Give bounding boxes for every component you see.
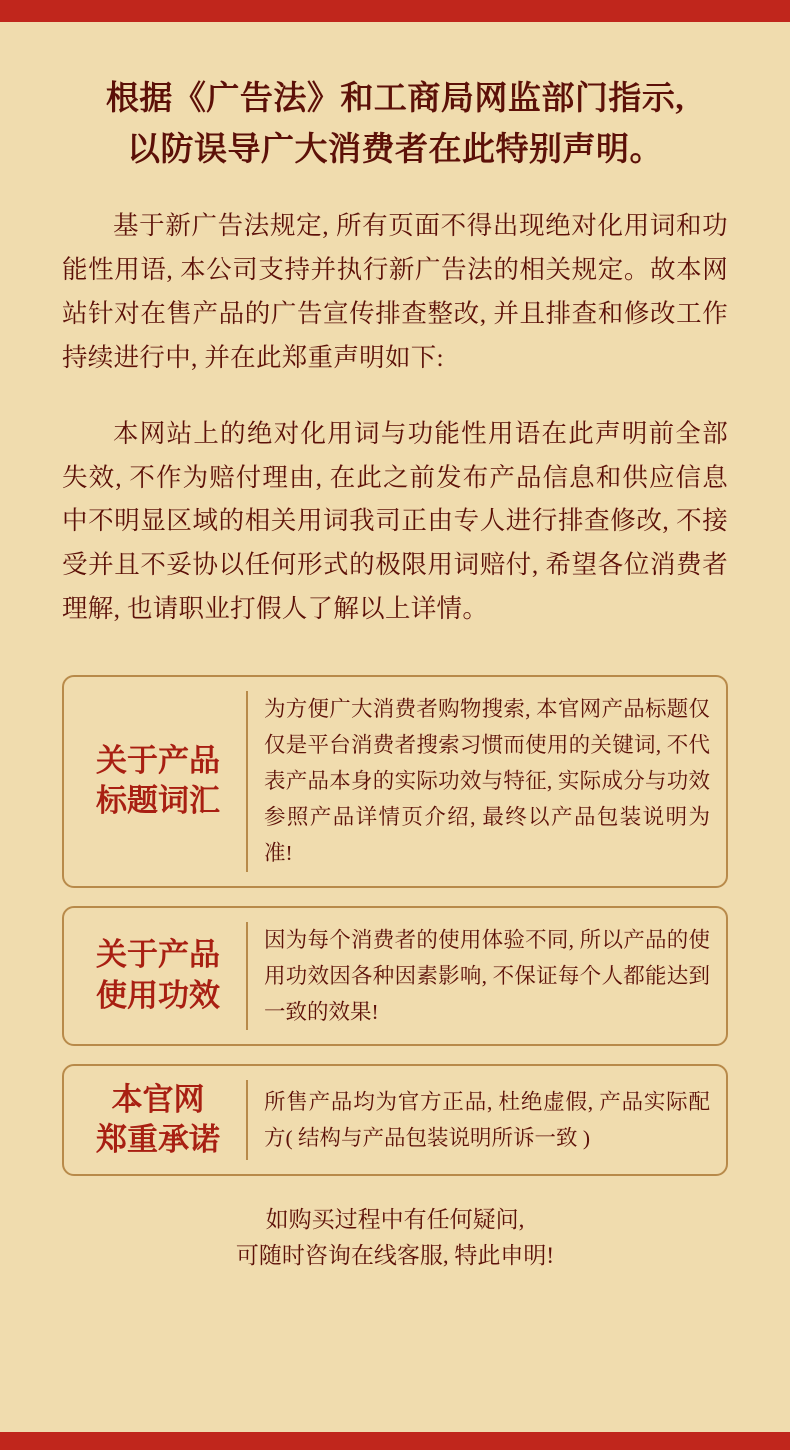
footer-line-2: 可随时咨询在线客服, 特此申明!	[235, 1243, 555, 1269]
bottom-accent-bar	[0, 1432, 790, 1450]
card-title-line-2: 使用功效	[96, 977, 220, 1013]
card-title-line-2: 郑重承诺	[96, 1122, 220, 1158]
page-title-line-1: 根据《广告法》和工商局网监部门指示,	[105, 81, 685, 117]
page-title-line-2: 以防误导广大消费者在此特别声明。	[127, 132, 663, 169]
card-title	[80, 691, 248, 872]
card-body: 因为每个消费者的使用体验不同, 所以产品的使用功效因各种因素影响, 不保证每个人都能达到一致的效果!	[264, 927, 710, 1024]
statement-card	[62, 906, 728, 1046]
card-title-line-1: 本官网	[111, 1081, 205, 1117]
card-title-line-1: 关于产品	[96, 937, 220, 973]
footer-note	[62, 1202, 728, 1291]
card-body: 所售产品均为官方正品, 杜绝虚假, 产品实际配方( 结构与产品包装说明所诉一致 )	[264, 1090, 710, 1151]
card-title-line-2: 标题词汇	[96, 783, 220, 819]
card-body: 为方便广大消费者购物搜索, 本官网产品标题仅仅是平台消费者搜索习惯而使用的关键词, 不代表产品本身的实际功效与特征, 实际成分与功效参照产品详情页介绍, 最终以产品包装说明为准!	[264, 697, 710, 866]
statement-card-list	[62, 675, 728, 1176]
card-title	[80, 1080, 248, 1161]
top-accent-bar	[0, 0, 790, 22]
page-content	[0, 22, 790, 1432]
card-title	[80, 922, 248, 1030]
intro-paragraph-2: 本网站上的绝对化用词与功能性用语在此声明前全部失效, 不作为赔付理由, 在此之前发布产品信息和供应信息中不明显区域的相关用词我司正由专人进行排查修改, 不接受并且不妥协以任何形式的极限用词赔付, 希望各位消费者理解, 也请职业打假人了解以上详情。	[62, 418, 728, 624]
page-title	[62, 74, 728, 176]
statement-card	[62, 675, 728, 888]
card-title-line-1: 关于产品	[96, 742, 220, 778]
statement-card	[62, 1064, 728, 1177]
intro-paragraph-1: 基于新广告法规定, 所有页面不得出现绝对化用词和功能性用语, 本公司支持并执行新广告法的相关规定。故本网站针对在售产品的广告宣传排查整改, 并且排查和修改工作持续进行中, 并在此郑重声明如下:	[62, 211, 728, 372]
footer-line-1: 如购买过程中有任何疑问,	[265, 1207, 525, 1233]
